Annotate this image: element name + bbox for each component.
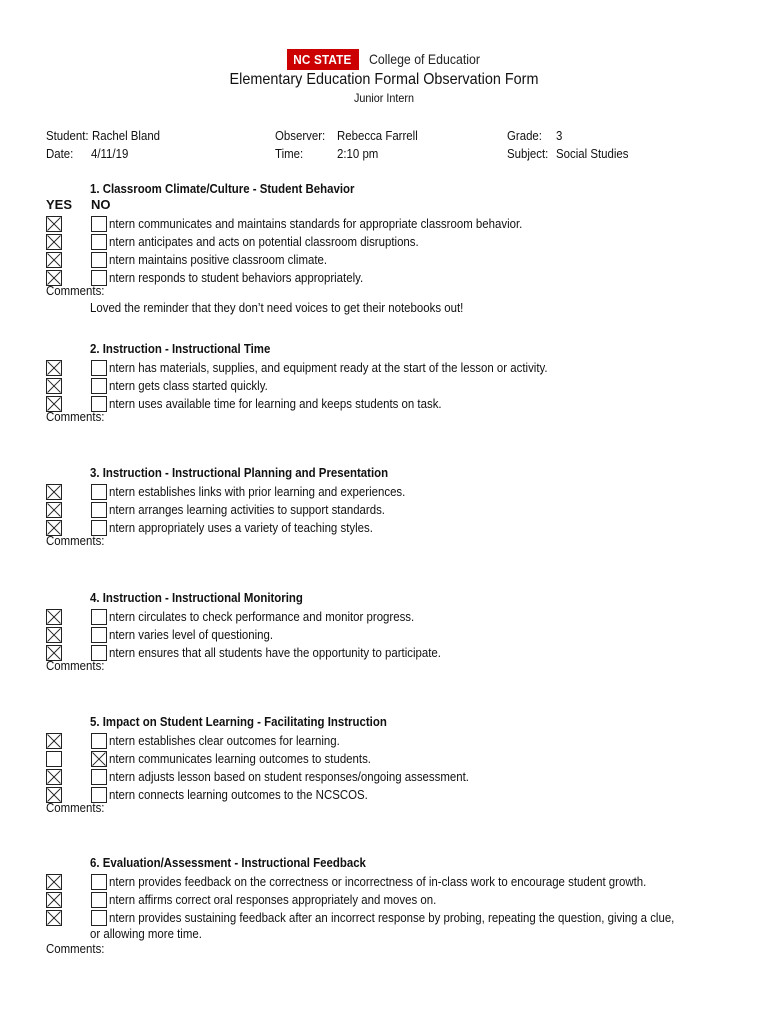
comments-label: Comments:	[46, 533, 105, 548]
item-text: ntern gets class started quickly.	[109, 378, 268, 393]
student-label: Student:	[46, 128, 89, 143]
yes-checkbox[interactable]	[46, 910, 62, 926]
item-text: ntern anticipates and acts on potential classroom disruptions.	[109, 234, 419, 249]
date-value: 4/11/19	[91, 146, 129, 161]
comment-text: Loved the reminder that they don’t need voices to get their notebooks out!	[90, 300, 464, 315]
subject-value: Social Studies	[556, 146, 629, 161]
yes-checkbox[interactable]	[46, 378, 62, 394]
yes-checkbox[interactable]	[46, 360, 62, 376]
item-text-continuation: or allowing more time.	[90, 926, 202, 941]
item-text: ntern ensures that all students have the opportunity to participate.	[109, 645, 441, 660]
form-subtitle: Junior Intern	[353, 91, 415, 105]
no-checkbox[interactable]	[91, 484, 107, 500]
yes-checkbox[interactable]	[46, 892, 62, 908]
yes-checkbox[interactable]	[46, 874, 62, 890]
grade-label: Grade:	[507, 128, 542, 143]
section-title: 6. Evaluation/Assessment - Instructional Feedback	[90, 855, 366, 870]
yes-checkbox[interactable]	[46, 502, 62, 518]
item-text: ntern arranges learning activities to support standards.	[109, 502, 385, 517]
item-text: ntern has materials, supplies, and equipment ready at the start of the lesson or activity.	[109, 360, 548, 375]
item-text: ntern establishes links with prior learning and experiences.	[109, 484, 406, 499]
item-text: ntern circulates to check performance and monitor progress.	[109, 609, 415, 624]
no-checkbox[interactable]	[91, 627, 107, 643]
yes-checkbox[interactable]	[46, 733, 62, 749]
yes-checkbox[interactable]	[46, 484, 62, 500]
no-checkbox[interactable]	[91, 360, 107, 376]
no-checkbox[interactable]	[91, 378, 107, 394]
yes-checkbox[interactable]	[46, 609, 62, 625]
yes-column-label: YES	[46, 197, 73, 212]
yes-checkbox[interactable]	[46, 216, 62, 232]
college-name: College of Educatior	[369, 51, 481, 67]
time-value: 2:10 pm	[337, 146, 379, 161]
item-text: ntern connects learning outcomes to the NCSCOS.	[109, 787, 368, 802]
item-text: ntern communicates and maintains standards for appropriate classroom behavior.	[109, 216, 523, 231]
section-title: 1. Classroom Climate/Culture - Student Behavior	[90, 181, 355, 196]
no-checkbox[interactable]	[91, 733, 107, 749]
yes-checkbox[interactable]	[46, 769, 62, 785]
time-label: Time:	[275, 146, 304, 161]
section-title: 2. Instruction - Instructional Time	[90, 341, 271, 356]
comments-label: Comments:	[46, 283, 105, 298]
no-checkbox[interactable]	[91, 234, 107, 250]
yes-checkbox[interactable]	[46, 751, 62, 767]
comments-label: Comments:	[46, 658, 105, 673]
logo	[10, 48, 768, 70]
yes-checkbox[interactable]	[46, 252, 62, 268]
item-text: ntern appropriately uses a variety of teaching styles.	[109, 520, 373, 535]
item-text: ntern communicates learning outcomes to students.	[109, 751, 371, 766]
observer-label: Observer:	[275, 128, 326, 143]
comments-label: Comments:	[46, 941, 105, 956]
no-checkbox[interactable]	[91, 751, 107, 767]
yes-checkbox[interactable]	[46, 234, 62, 250]
item-text: ntern varies level of questioning.	[109, 627, 274, 642]
no-checkbox[interactable]	[91, 502, 107, 518]
no-checkbox[interactable]	[91, 216, 107, 232]
subject-label: Subject:	[507, 146, 549, 161]
section-title: 4. Instruction - Instructional Monitoring	[90, 590, 303, 605]
section-title: 5. Impact on Student Learning - Facilitating Instruction	[90, 714, 387, 729]
item-text: ntern uses available time for learning and keeps students on task.	[109, 396, 442, 411]
no-checkbox[interactable]	[91, 910, 107, 926]
form-title: Elementary Education Formal Observation Form	[229, 71, 539, 88]
form-header	[0, 48, 768, 105]
no-column-label: NO	[91, 197, 111, 212]
no-checkbox[interactable]	[91, 252, 107, 268]
brand-box: NC STATE	[287, 49, 359, 70]
item-text: ntern provides sustaining feedback after an incorrect response by probing, repeating the question, giving a clue,	[109, 910, 675, 925]
section-title: 3. Instruction - Instructional Planning and Presentation	[90, 465, 389, 480]
observer-name: Rebecca Farrell	[337, 128, 418, 143]
student-name: Rachel Bland	[92, 128, 161, 143]
no-checkbox[interactable]	[91, 892, 107, 908]
item-text: ntern provides feedback on the correctness or incorrectness of in-class work to encourage student growth.	[109, 874, 647, 889]
no-checkbox[interactable]	[91, 609, 107, 625]
item-text: ntern establishes clear outcomes for learning.	[109, 733, 340, 748]
date-label: Date:	[46, 146, 74, 161]
item-text: ntern affirms correct oral responses appropriately and moves on.	[109, 892, 437, 907]
item-text: ntern maintains positive classroom climate.	[109, 252, 328, 267]
comments-label: Comments:	[46, 409, 105, 424]
grade-value: 3	[556, 128, 563, 143]
item-text: ntern adjusts lesson based on student responses/ongoing assessment.	[109, 769, 469, 784]
no-checkbox[interactable]	[91, 769, 107, 785]
no-checkbox[interactable]	[91, 874, 107, 890]
yes-checkbox[interactable]	[46, 627, 62, 643]
comments-label: Comments:	[46, 800, 105, 815]
item-text: ntern responds to student behaviors appropriately.	[109, 270, 364, 285]
